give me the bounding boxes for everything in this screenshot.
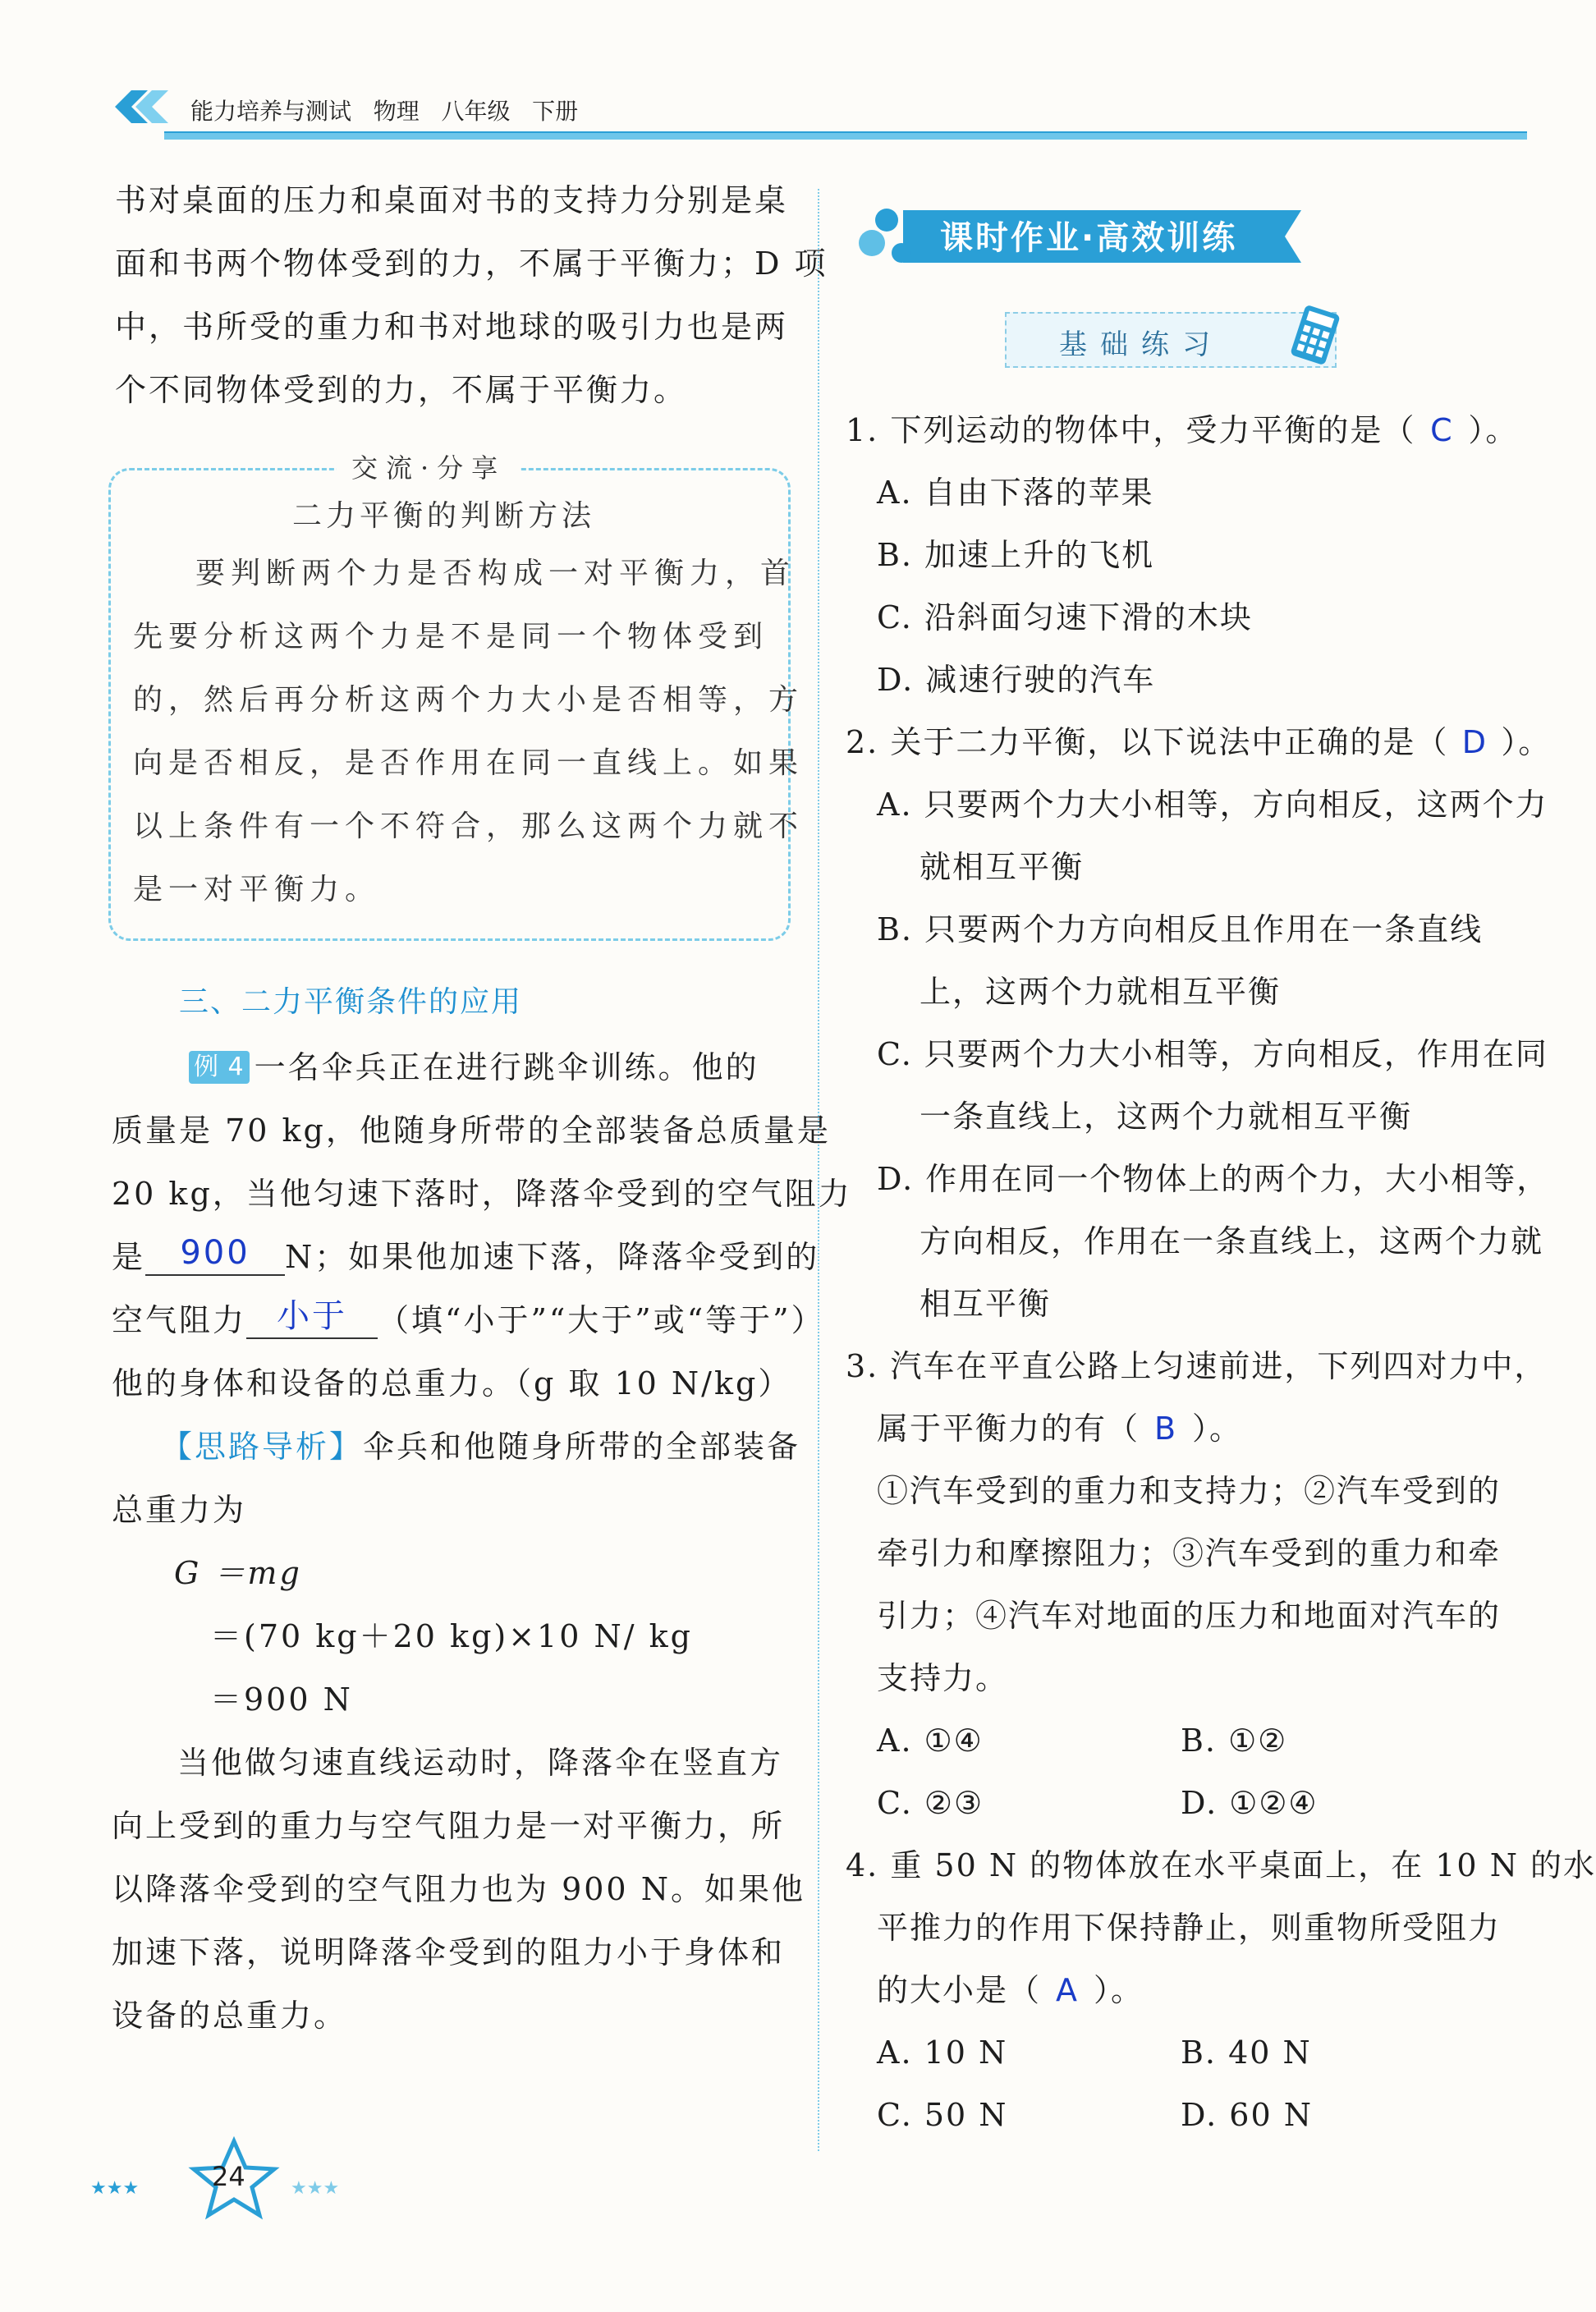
equation-line: ＝900 N (210, 1681, 353, 1718)
question-stem: ）。 (1192, 1411, 1243, 1447)
text-line: 以上条件有一个不符合，那么这两个力就不 (133, 810, 805, 843)
option: B. 只要两个力方向相反且作用在一条直线 (877, 911, 1484, 947)
exchange-title: 交流·分享 (337, 447, 521, 485)
question-stem: 3. 汽车在平直公路上匀速前进，下列四对力中， (846, 1348, 1548, 1384)
question-stem: 4. 重 50 N 的物体放在水平桌面上，在 10 N 的水 (846, 1847, 1596, 1883)
intro-paragraph (115, 169, 828, 422)
question-stem: 平推力的作用下保持静止，则重物所受阻力 (877, 1910, 1502, 1946)
text-line: 一名伞兵正在进行跳伞训练。他的 (254, 1049, 759, 1085)
equation-line: ＝(70 kg＋20 kg)×10 N/ kg (210, 1618, 693, 1654)
option: D. 减速行驶的汽车 (877, 662, 1156, 698)
option: C. 沿斜面匀速下滑的木块 (877, 599, 1253, 635)
svg-text:★★★: ★★★ (90, 2178, 140, 2199)
question-body: 引力；④汽车对地面的压力和地面对汽车的 (877, 1598, 1502, 1634)
example-problem (112, 1036, 852, 2048)
question-stem: 1. 下列运动的物体中，受力平衡的是（ (846, 412, 1416, 448)
text-line: 面和书两个物体受到的力，不属于平衡力；D 项 (115, 245, 828, 282)
exchange-subtitle: 二力平衡的判断方法 (292, 499, 596, 533)
option: D. 60 N (1181, 2097, 1313, 2133)
question-body: 支持力。 (877, 1660, 1009, 1696)
option-continuation: 就相互平衡 (920, 849, 1085, 885)
option: C. 只要两个力大小相等，方向相反，作用在同 (877, 1036, 1548, 1072)
question-body: ①汽车受到的重力和支持力；②汽车受到的 (877, 1473, 1502, 1509)
text-line: 设备的总重力。 (112, 1998, 348, 2034)
text-line: 向上受到的重力与空气阻力是一对平衡力，所 (112, 1808, 786, 1844)
text-line: 加速下落，说明降落伞受到的阻力小于身体和 (112, 1934, 786, 1970)
question-list (846, 399, 1596, 2146)
option: C. 50 N (877, 2097, 1008, 2133)
sub-banner-title: 基础练习 (1059, 328, 1223, 361)
question-stem: ）。 (1501, 724, 1552, 760)
header-rule (164, 131, 1527, 140)
example-tag: 例 4 (189, 1051, 250, 1084)
text-line: 中，书所受的重力和书对地球的吸引力也是两 (115, 309, 789, 345)
text-fragment: 是 (112, 1239, 146, 1275)
option-continuation: 方向相反，作用在一条直线上，这两个力就 (920, 1223, 1544, 1259)
text-line: 当他做匀速直线运动时，降落伞在竖直方 (177, 1745, 784, 1781)
question-stem: ）。 (1468, 412, 1519, 448)
question-body: 牵引力和摩擦阻力；③汽车受到的重力和牵 (877, 1535, 1502, 1571)
option: D. 作用在同一个物体上的两个力，大小相等， (877, 1161, 1550, 1197)
calculator-icon (1289, 304, 1341, 369)
analysis-tag: 【思路导析】 (161, 1429, 364, 1465)
text-line: 先要分析这两个力是不是同一个物体受到 (133, 620, 769, 654)
option: A. 自由下落的苹果 (877, 475, 1154, 511)
text-fragment: 空气阻力 (112, 1302, 247, 1338)
option: A. 只要两个力大小相等，方向相反，这两个力 (877, 787, 1548, 823)
text-line: 是一对平衡力。 (133, 873, 381, 906)
question-stem: 属于平衡力的有（ (877, 1411, 1140, 1447)
text-line: 书对桌面的压力和桌面对书的支持力分别是桌 (115, 182, 789, 218)
text-line: 伞兵和他随身所带的全部装备 (363, 1429, 801, 1465)
text-line: 向是否相反，是否作用在同一直线上。如果 (133, 746, 805, 780)
question-stem: ）。 (1094, 1972, 1144, 2008)
text-fragment: N；如果他加速下落，降落伞受到的 (285, 1239, 820, 1275)
banner-title: 课时作业·高效训练 (940, 219, 1238, 257)
svg-text:★★★: ★★★ (291, 2178, 340, 2199)
handwritten-answer: B (1153, 1411, 1178, 1447)
handwritten-answer: D (1461, 724, 1488, 760)
option: A. ①④ (877, 1723, 984, 1759)
question-stem: 的大小是（ (877, 1972, 1042, 2008)
equation-line: G ＝mg (174, 1555, 302, 1591)
option: C. ②③ (877, 1785, 984, 1821)
text-line: 个不同物体受到的力，不属于平衡力。 (115, 372, 688, 408)
exchange-body (133, 542, 804, 921)
option-continuation: 上，这两个力就相互平衡 (920, 974, 1282, 1010)
option: B. ①② (1181, 1723, 1288, 1759)
answer-blank (145, 1233, 285, 1276)
text-line: 以降落伞受到的空气阻力也为 900 N。如果他 (112, 1871, 805, 1907)
text-line: 质量是 70 kg，他随身所带的全部装备总质量是 (112, 1112, 831, 1149)
handwritten-answer: 900 (180, 1234, 250, 1272)
answer-blank (246, 1296, 378, 1339)
option-continuation: 相互平衡 (920, 1286, 1052, 1322)
header-chevron-icon (107, 87, 181, 130)
option: B. 40 N (1181, 2034, 1312, 2071)
text-line: 要判断两个力是否构成一对平衡力，首 (195, 557, 796, 590)
option: B. 加速上升的飞机 (877, 537, 1155, 573)
option-grid (846, 1709, 1596, 1834)
text-line: 的，然后再分析这两个力大小是否相等，方 (133, 683, 805, 717)
option: A. 10 N (877, 2034, 1008, 2071)
handwritten-answer: A (1056, 1972, 1080, 2008)
option-grid (846, 2021, 1596, 2146)
option-continuation: 一条直线上，这两个力就相互平衡 (920, 1099, 1413, 1135)
text-fragment: （填“小于”“大于”或“等于”） (378, 1302, 825, 1338)
text-line: 20 kg，当他匀速下落时，降落伞受到的空气阻力 (112, 1176, 852, 1212)
header-title: 能力培养与测试 物理 八年级 下册 (190, 98, 579, 125)
text-line: 他的身体和设备的总重力。（g 取 10 N/kg） (112, 1365, 792, 1401)
section-heading: 三、二力平衡条件的应用 (179, 985, 523, 1019)
page-number: 24 (212, 2161, 245, 2192)
question-stem: 2. 关于二力平衡，以下说法中正确的是（ (846, 724, 1449, 760)
handwritten-answer: C (1430, 412, 1454, 448)
text-line: 总重力为 (112, 1492, 247, 1528)
handwritten-answer: 小于 (277, 1297, 348, 1335)
option: D. ①②④ (1181, 1785, 1319, 1821)
